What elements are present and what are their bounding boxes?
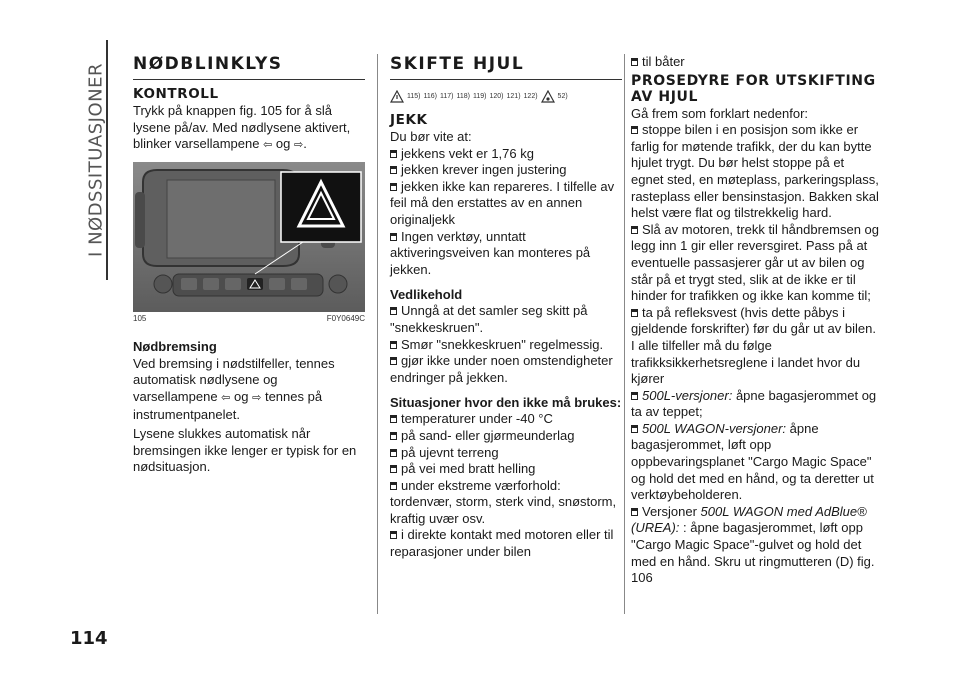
bullet-icon: [390, 357, 397, 365]
subtitle-emergency-braking: Nødbremsing: [133, 338, 217, 354]
bullet-icon: [631, 226, 638, 234]
braking-paragraph: Ved bremsing i nødstilfeller, tennes automatisk nødlysene og varsellampene ⇦ og ⇨ tennes på instrumentpanelet.: [133, 355, 335, 422]
bullet-icon: [390, 341, 397, 349]
figure-caption: [133, 314, 365, 323]
list-item: på ujevnt terreng: [390, 445, 622, 462]
reference-row: 115) 116) 117) 118) 119) 120) 121) 122) 52): [390, 87, 622, 105]
hazard-warning-light-icon: ⇨: [252, 391, 262, 404]
list-item: Smør "snekkeskruen" regelmessig.: [390, 337, 622, 354]
list-item: jekken ikke kan repareres. I tilfelle av feil må den erstattes av en annen originaljekk: [390, 178, 615, 227]
chapter-tab: I NØDSSITUASJONER: [85, 63, 107, 257]
list-item: i direkte kontakt med motoren eller til reparasjoner under bilen: [390, 527, 614, 560]
column-wheel-change: [390, 54, 622, 561]
list-item: til båter: [631, 54, 880, 71]
dashboard-illustration: [133, 162, 365, 312]
bullet-icon: [390, 150, 397, 158]
caution-drop-icon: [541, 90, 555, 103]
bullet-icon: [390, 415, 397, 423]
hazard-warning-light-icon: ⇨: [294, 139, 304, 152]
list-item: ta på refleksvest (hvis dette påbys i gjeldende forskrifter) før du går ut av bilen. I alle tilfeller må du følge trafikksikkerhetsreglene i landet hvor du kjører: [631, 304, 876, 387]
column-divider: [624, 54, 625, 614]
list-item: jekken krever ingen justering: [390, 162, 622, 179]
list-item: på sand- eller gjørmeunderlag: [390, 428, 622, 445]
subtitle-jack: JEKK: [390, 112, 428, 128]
bullet-icon: [390, 432, 397, 440]
list-item: Slå av motoren, trekk til håndbremsen og legg inn 1 gir eller reversgiret. Pass på at eventuelle passasjerer går ut av bilen og står på et trygt sted, slik at de ikke er til hinder for trafikken og ikke kan komme til;: [631, 221, 880, 304]
list-item: 500L WAGON-versjoner: åpne bagasjerommet, løft opp oppbevaringsplanet "Cargo Magic Space" og hold det med en hånd, og ta deretter ut verktøybeholderen.: [631, 420, 874, 503]
list-item: på vei med bratt helling: [390, 461, 622, 478]
page-number: 114: [70, 628, 108, 649]
list-item: stoppe bilen i en posisjon som ikke er farlig for møtende trafikk, der du kan bytte hjulet trygt. Du bør helst stoppe på et egnet sted, en møteplass, parkeringsplass, rasteplass eller bensinstasjon. Bakken skal helst være flat og tilstrekkelig hard.: [631, 122, 879, 221]
subtitle-maintenance: Vedlikehold: [390, 287, 463, 303]
section-title-hazard: NØDBLINKLYS: [133, 54, 365, 80]
hazard-warning-light-icon: ⇦: [221, 391, 231, 404]
list-item: temperaturer under -40 °C: [390, 411, 622, 428]
bullet-icon: [390, 166, 397, 174]
subtitle-procedure: PROSEDYRE FOR UTSKIFTING AV HJUL: [631, 72, 876, 105]
bullet-icon: [390, 307, 397, 315]
figure-code: F0Y0649C: [326, 313, 365, 323]
list-item: Ingen verktøy, unntatt aktiveringsveiven kan monteres på jekken.: [390, 228, 591, 277]
list-item: Versjoner 500L WAGON med AdBlue® (UREA): : åpne bagasjerommet, løft opp "Cargo Magic Space"-gulvet og hold det med en hånd. Skru ut ringmutteren (D) fig. 106: [631, 503, 875, 586]
list-item: 500L-versjoner: åpne bagasjerommet og ta av teppet;: [631, 387, 877, 420]
list-item: under ekstreme værforhold: tordenvær, storm, sterk vind, snøstorm, kraftig uvær osv.: [390, 477, 617, 526]
bullet-icon: [390, 465, 397, 473]
bullet-icon: [390, 449, 397, 457]
bullet-icon: [390, 183, 397, 191]
list-item: jekkens vekt er 1,76 kg: [390, 146, 622, 163]
intro-paragraph: Trykk på knappen fig. 105 for å slå lysene på/av. Med nødlysene aktivert, blinker varsellampene ⇦ og ⇨.: [133, 103, 351, 152]
figure-hazard-button: [133, 162, 365, 312]
column-divider: [377, 54, 378, 614]
braking-paragraph-2: Lysene slukkes automatisk når bremsingen ikke lenger er typisk for en nødsituasjon.: [133, 426, 357, 475]
jack-intro: Du bør vite at:: [390, 129, 472, 144]
list-item: gjør ikke under noen omstendigheter endringer på jekken.: [390, 353, 613, 385]
subtitle-do-not-use: Situasjoner hvor den ikke må brukes:: [390, 395, 622, 411]
figure-number: 105: [133, 313, 147, 323]
bullet-icon: [390, 531, 397, 539]
hazard-warning-light-icon: ⇦: [263, 139, 273, 152]
bullet-icon: [631, 126, 638, 134]
bullet-icon: [631, 392, 638, 400]
bullet-icon: [390, 482, 397, 490]
bullet-icon: [631, 425, 638, 433]
list-item: Unngå at det samler seg skitt på "snekkeskruen".: [390, 303, 588, 335]
bullet-icon: [631, 58, 638, 66]
column-hazard-lights: [133, 54, 365, 476]
bullet-icon: [631, 508, 638, 516]
subtitle-control: KONTROLL: [133, 86, 219, 102]
bullet-icon: [631, 309, 638, 317]
procedure-intro: Gå frem som forklart nedenfor:: [631, 105, 809, 121]
column-procedure: [631, 54, 880, 587]
bullet-icon: [390, 233, 397, 241]
section-title-wheel: SKIFTE HJUL: [390, 54, 622, 80]
warning-triangle-icon: [390, 90, 404, 103]
